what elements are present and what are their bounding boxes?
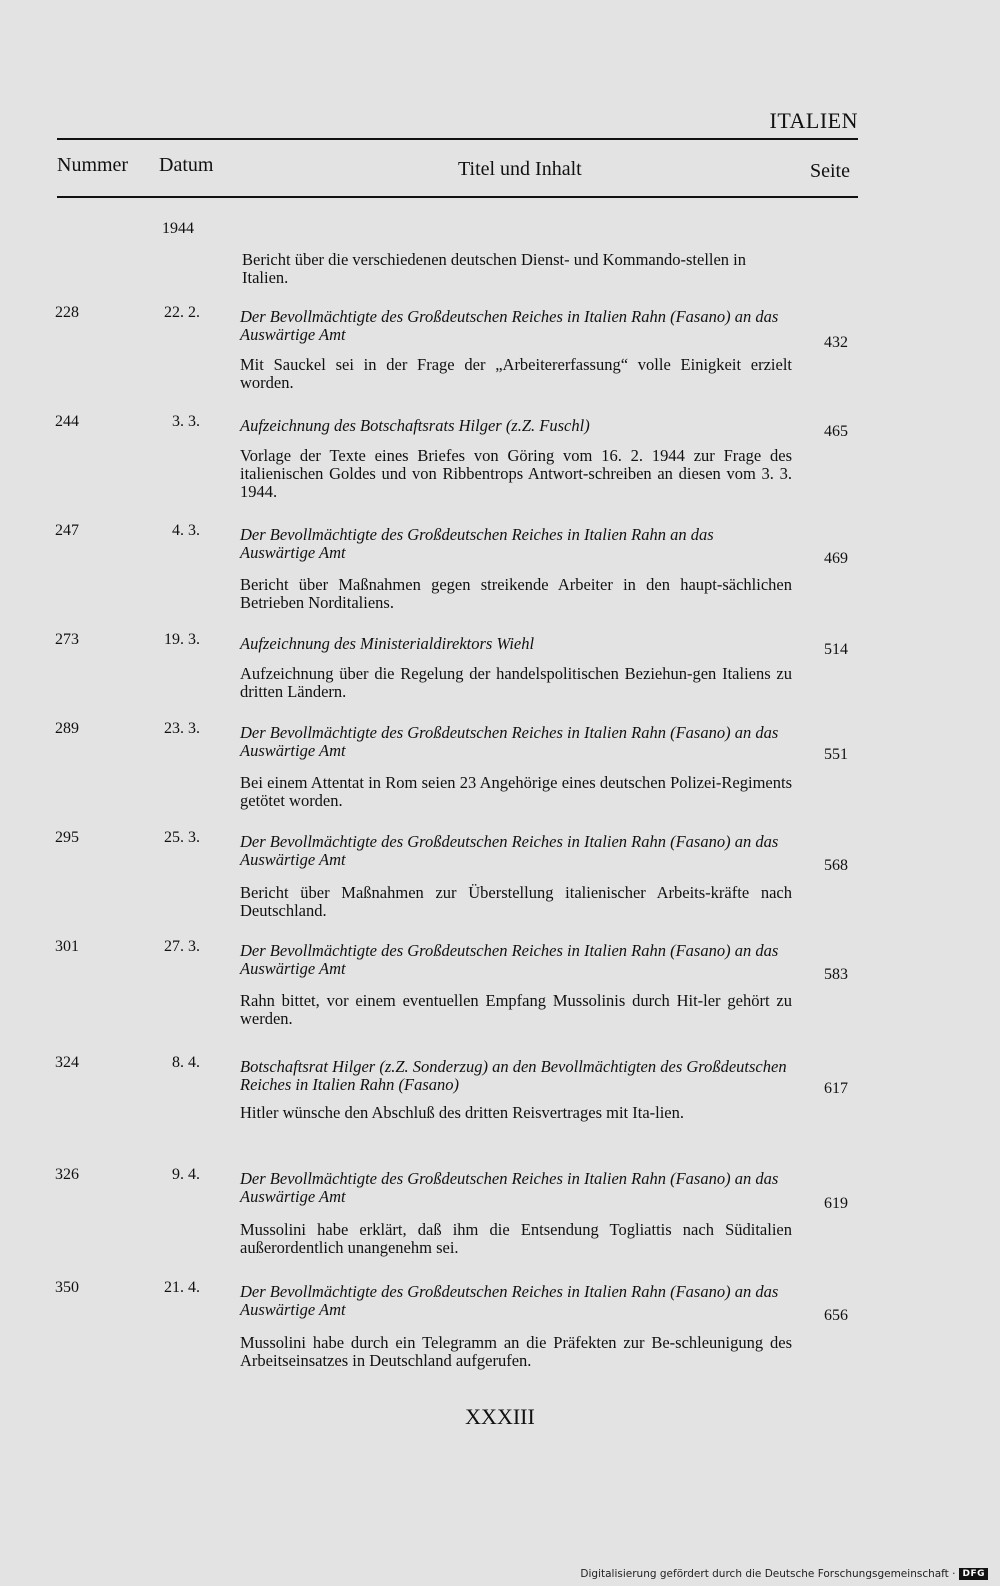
entry-date: 3. 3. xyxy=(172,413,200,430)
entry-date: 8. 4. xyxy=(172,1054,200,1071)
entry-date: 25. 3. xyxy=(164,829,200,846)
entry-number: 244 xyxy=(55,413,79,430)
column-header-nummer: Nummer xyxy=(57,154,129,176)
entry-date: 23. 3. xyxy=(164,720,200,737)
footer-text: Digitalisierung gefördert durch die Deutsche Forschungsgemeinschaft · xyxy=(580,1568,956,1580)
entry-number: 324 xyxy=(55,1054,79,1071)
entry-date: 27. 3. xyxy=(164,938,200,955)
page-folio: XXXIII xyxy=(465,1404,535,1429)
entry-title: Der Bevollmächtigte des Großdeutschen Reiches in Italien Rahn (Fasano) an das Auswärtige Amt xyxy=(240,307,779,344)
entry-summary: Rahn bittet, vor einem eventuellen Empfang Mussolinis durch Hit-ler gehört zu werden. xyxy=(240,991,792,1028)
column-header-titel: Titel und Inhalt xyxy=(458,158,582,180)
entry-summary: Bericht über Maßnahmen gegen streikende Arbeiter in den haupt-sächlichen Betrieben Norditaliens. xyxy=(240,575,792,612)
entry-title: Der Bevollmächtigte des Großdeutschen Reiches in Italien Rahn (Fasano) an das Auswärtige Amt xyxy=(240,723,779,760)
entry-title: Der Bevollmächtigte des Großdeutschen Reiches in Italien Rahn an das Auswärtige Amt xyxy=(240,525,714,562)
section-title: ITALIEN xyxy=(769,108,858,133)
entry-summary: Mit Sauckel sei in der Frage der „Arbeitererfassung“ volle Einigkeit erzielt worden. xyxy=(240,355,792,392)
entry-date: 4. 3. xyxy=(172,522,200,539)
entry-page: 432 xyxy=(824,334,848,351)
entry-title: Der Bevollmächtigte des Großdeutschen Reiches in Italien Rahn (Fasano) an das Auswärtige Amt xyxy=(240,1169,779,1206)
entry-number: 289 xyxy=(55,720,79,737)
entry-summary: Vorlage der Texte eines Briefes von Göring vom 16. 2. 1944 zur Frage des italienischen Goldes und von Ribbentrops Antwort-schreiben an diesen vom 3. 3. 1944. xyxy=(240,446,792,501)
entry-page: 583 xyxy=(824,966,848,983)
entry-page: 551 xyxy=(824,746,848,763)
entry-page: 514 xyxy=(824,641,848,658)
entry-date: 21. 4. xyxy=(164,1279,200,1296)
column-header-datum: Datum xyxy=(159,154,214,176)
entry-number: 326 xyxy=(55,1166,79,1183)
entry-summary: Bei einem Attentat in Rom seien 23 Angehörige eines deutschen Polizei-Regiments getötet worden. xyxy=(240,773,792,810)
entry-summary: Hitler wünsche den Abschluß des dritten Reisvertrages mit Ita-lien. xyxy=(240,1103,685,1122)
entry-page: 469 xyxy=(824,550,848,567)
entry-summary: Mussolini habe erklärt, daß ihm die Entsendung Togliattis nach Süditalien außerordentlich unangenehm sei. xyxy=(240,1220,792,1257)
entry-title: Der Bevollmächtigte des Großdeutschen Reiches in Italien Rahn (Fasano) an das Auswärtige Amt xyxy=(240,1282,779,1319)
entry-title: Aufzeichnung des Ministerialdirektors Wiehl xyxy=(240,634,535,653)
intro-summary: Bericht über die verschiedenen deutschen Dienst- und Kommando-stellen in Italien. xyxy=(242,250,747,287)
entry-date: 19. 3. xyxy=(164,631,200,648)
entry-number: 301 xyxy=(55,938,79,955)
entry-summary: Aufzeichnung über die Regelung der handelspolitischen Beziehun-gen Italiens zu dritten Ländern. xyxy=(240,664,792,701)
entry-date: 9. 4. xyxy=(172,1166,200,1183)
entry-date: 22. 2. xyxy=(164,304,200,321)
entry-number: 350 xyxy=(55,1279,79,1296)
entry-number: 273 xyxy=(55,631,79,648)
entry-page: 619 xyxy=(824,1195,848,1212)
year-label: 1944 xyxy=(162,220,194,237)
entry-page: 656 xyxy=(824,1307,848,1324)
column-header-seite: Seite xyxy=(810,160,850,182)
entry-number: 228 xyxy=(55,304,79,321)
entry-title: Botschaftsrat Hilger (z.Z. Sonderzug) an den Bevollmächtigten des Großdeutschen Reiches in Italien Rahn (Fasano) xyxy=(240,1057,787,1094)
entry-number: 247 xyxy=(55,522,79,539)
header-top-rule xyxy=(57,138,858,140)
entry-title: Der Bevollmächtigte des Großdeutschen Reiches in Italien Rahn (Fasano) an das Auswärtige Amt xyxy=(240,832,779,869)
dfg-logo: DFG xyxy=(959,1568,988,1580)
entry-page: 568 xyxy=(824,857,848,874)
entry-summary: Mussolini habe durch ein Telegramm an die Präfekten zur Be-schleunigung des Arbeitseinsatzes in Deutschland aufgerufen. xyxy=(240,1333,792,1370)
entry-page: 465 xyxy=(824,423,848,440)
entry-summary: Bericht über Maßnahmen zur Überstellung italienischer Arbeits-kräfte nach Deutschland. xyxy=(240,883,792,920)
entry-page: 617 xyxy=(824,1080,848,1097)
header-bottom-rule xyxy=(57,196,858,198)
entry-title: Aufzeichnung des Botschaftsrats Hilger (z.Z. Fuschl) xyxy=(240,416,590,435)
footer-credit xyxy=(580,1568,988,1580)
entry-number: 295 xyxy=(55,829,79,846)
entry-title: Der Bevollmächtigte des Großdeutschen Reiches in Italien Rahn (Fasano) an das Auswärtige Amt xyxy=(240,941,779,978)
